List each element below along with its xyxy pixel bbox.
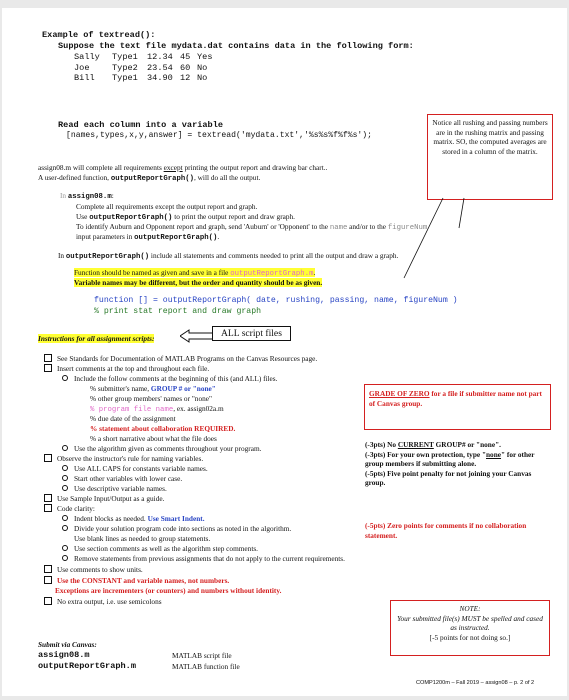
bullet-icon <box>62 475 68 481</box>
note-box: NOTE: Your submitted file(s) MUST be spelled and cased as instructed. [-5 points for not doing so.] <box>390 600 550 656</box>
checkbox-icon <box>44 597 52 605</box>
in-assign-line-4: input parameters in outputReportGraph(). <box>76 232 220 242</box>
checkbox-icon <box>44 494 52 502</box>
checklist-item: Code clarity: <box>44 504 95 513</box>
list-item: % submitter's name, GROUP # or "none" <box>90 384 216 393</box>
checkbox-icon <box>44 576 52 584</box>
list-item: Remove statements from previous assignments that do not apply to the current requirements. <box>62 554 345 563</box>
highlight-line-2: Variable names may be different, but the order and quantity should be as given. <box>74 278 323 287</box>
in-assign-heading: In assign08.m: <box>60 191 114 201</box>
checklist-item: See Standards for Documentation of MATLAB Programs on the Canvas Resources page. <box>44 354 317 363</box>
checklist-item: Observe the instructor's rule for naming variables. <box>44 454 203 463</box>
list-item: Include the follow comments at the beginning of this (and ALL) files. <box>62 374 277 383</box>
list-item: Divide your solution program code into sections as noted in the algorithm. <box>62 524 291 533</box>
checklist-item: Use comments to show units. <box>44 565 143 574</box>
list-item: % program file name, ex. assign02a.m <box>90 404 224 414</box>
zero-points-note: (-5pts) Zero points for comments if no collaboration statement. <box>365 521 527 540</box>
checkbox-icon <box>44 504 52 512</box>
submit-file-1: assign08.m <box>38 650 90 660</box>
checkbox-icon <box>44 454 52 462</box>
list-item: Use ALL CAPS for constants variable names. <box>62 464 208 473</box>
bullet-icon <box>62 465 68 471</box>
list-item: % due date of the assignment <box>90 414 176 423</box>
checklist-item: Use the CONSTANT and variable names, not numbers. <box>44 576 229 585</box>
checklist-item: Insert comments at the top and throughout each file. <box>44 364 209 373</box>
bullet-icon <box>62 485 68 491</box>
checklist-item: No extra output, i.e. use semicolons <box>44 597 162 606</box>
in-assign-line-1: Complete all requirements except the output report and graph. <box>76 202 258 211</box>
list-item: Use section comments as well as the algorithm step comments. <box>62 544 258 553</box>
arrow-left-icon <box>180 329 214 343</box>
all-script-files-box: ALL script files <box>212 326 291 341</box>
read-each-text: Read each column into a variable <box>58 120 224 130</box>
list-item: Use the algorithm given as comments throughout your program. <box>62 444 261 453</box>
submit-file-1-desc: MATLAB script file <box>172 651 232 660</box>
list-item: Use blank lines as needed to group statements. <box>74 534 211 543</box>
in-assign-line-2: Use outputReportGraph() to print the output report and draw graph. <box>76 212 295 222</box>
textread-call: [names,types,x,y,answer] = textread('mydata.txt','%s%s%f%f%s'); <box>66 131 372 140</box>
bullet-icon <box>62 375 68 381</box>
list-item: % a short narrative about what the file does <box>90 434 217 443</box>
submit-file-2: outputReportGraph.m <box>38 661 136 671</box>
checkbox-icon <box>44 354 52 362</box>
example-intro: Suppose the text file mydata.dat contains data in the following form: <box>58 41 414 51</box>
list-item: % other group members' names or "none" <box>90 394 212 403</box>
notice-box: Notice all rushing and passing numbers are in the rushing matrix and passing matrix. SO, the computed averages are stored in a column of the matrix. <box>427 114 553 200</box>
assign-line-1: assign08.m will complete all requirements except printing the output report and drawing bar chart.. <box>38 163 328 172</box>
bullet-icon <box>62 515 68 521</box>
document-page <box>2 8 567 696</box>
function-comment: % print stat report and draw graph <box>94 307 262 316</box>
list-item: Indent blocks as needed. Use Smart Indent. <box>62 514 205 523</box>
highlight-line-1: Function should be named as given and save in a file outputReportGraph.m. <box>74 268 316 278</box>
in-assign-line-3: To identify Auburn and Opponent report and graph, send 'Auburn' or 'Opponent' to the name and/or to the figureNum <box>76 222 428 232</box>
bullet-icon <box>62 555 68 561</box>
bullet-icon <box>62 445 68 451</box>
table-row: Bill Type1 34.90 12 No <box>74 73 208 83</box>
list-item: Exceptions are incrementers (or counters) and numbers without identity. <box>55 586 282 595</box>
table-row: Sally Type1 12.34 45 Yes <box>74 52 213 62</box>
penalty-notes: (-3pts) No CURRENT GROUP# or "none". (-3pts) For your own protection, type "none" for other group members if submitting alone. (-5pts) Five point penalty for not joining your Canvas group. <box>365 440 535 488</box>
list-item: Use descriptive variable names. <box>62 484 167 493</box>
list-item: Start other variables with lower case. <box>62 474 182 483</box>
function-definition: function [] = outputReportGraph( date, rushing, passing, name, figureNum ) <box>94 296 458 305</box>
checklist-item: Use Sample Input/Output as a guide. <box>44 494 164 503</box>
assign-line-2: A user-defined function, outputReportGraph(), will do all the output. <box>38 173 261 183</box>
in-output-line: In outputReportGraph() include all statements and comments needed to print all the output and draw a graph. <box>58 251 399 261</box>
page-footer: COMP1200m – Fall 2019 – assign08 – p. 2 of 2 <box>416 680 535 686</box>
table-row: Joe Type2 23.54 60 No <box>74 62 208 73</box>
submit-title: Submit via Canvas: <box>38 640 97 649</box>
bullet-icon <box>62 525 68 531</box>
checkbox-icon <box>44 565 52 573</box>
example-heading: Example of textread(): <box>42 30 156 40</box>
grade-zero-box: GRADE OF ZERO for a file if submitter name not part of Canvas group. <box>364 384 551 430</box>
bullet-icon <box>62 545 68 551</box>
list-item: % statement about collaboration REQUIRED. <box>90 424 236 433</box>
checkbox-icon <box>44 364 52 372</box>
instructions-title: Instructions for all assignment scripts: <box>38 334 155 343</box>
pointer-lines <box>2 8 567 308</box>
submit-file-2-desc: MATLAB function file <box>172 662 240 671</box>
